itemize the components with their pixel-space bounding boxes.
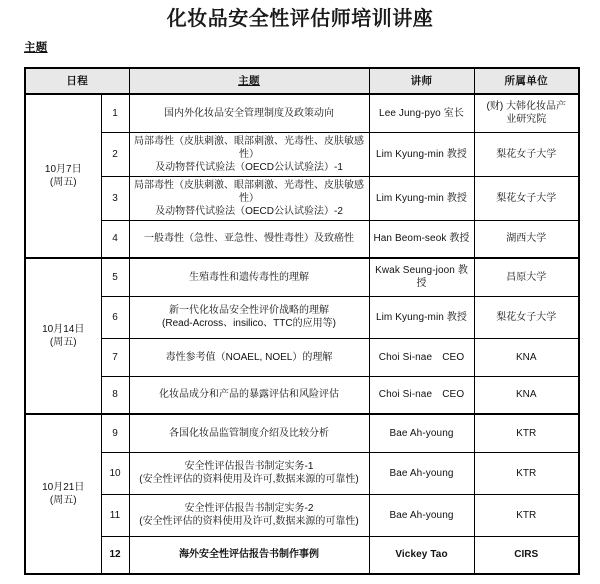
schedule-date-weekday: (周五) (49, 177, 77, 188)
topic-cell (129, 132, 369, 176)
table-row (25, 536, 579, 574)
organization-line-primary: KNA (515, 389, 537, 401)
organization-cell (474, 220, 579, 258)
table-row (25, 414, 579, 452)
lecturer-cell: Bae Ah-young (369, 414, 474, 452)
session-number-cell: 8 (101, 376, 129, 414)
organization-cell (474, 414, 579, 452)
topic-cell (129, 258, 369, 296)
table-row (25, 296, 579, 338)
topic-line-primary: 一般毒性（急性、亚急性、慢性毒性）及致癌性 (144, 233, 354, 245)
schedule-table (24, 67, 580, 575)
topic-cell (129, 94, 369, 132)
session-number-cell: 10 (101, 452, 129, 494)
session-number-cell: 1 (101, 94, 129, 132)
organization-cell (474, 452, 579, 494)
topic-line-primary: 国内外化妆品安全管理制度及政策动向 (164, 107, 334, 119)
table-body (25, 94, 579, 574)
column-header-topic: 主题 (129, 68, 369, 94)
organization-cell (474, 494, 579, 536)
topic-cell (129, 376, 369, 414)
topic-line-primary: 毒性参考值（NOAEL, NOEL）的理解 (165, 351, 333, 363)
organization-line-primary: KTR (516, 467, 537, 479)
table-row (25, 132, 579, 176)
table-header-row (25, 68, 579, 94)
table-row (25, 94, 579, 132)
schedule-date-day: 10月7日 (44, 164, 82, 175)
schedule-table-container (24, 67, 578, 575)
organization-cell (474, 94, 579, 132)
table-header (25, 68, 579, 94)
schedule-date-cell (25, 94, 101, 258)
session-number-cell: 7 (101, 338, 129, 376)
topic-line-primary: 局部毒性（皮肤刺激、眼部刺激、光毒性、皮肤敏感性） (134, 179, 364, 204)
column-header-organization: 所属单位 (474, 68, 579, 94)
topic-line-primary: 生殖毒性和遗传毒性的理解 (189, 271, 309, 283)
organization-line-primary: KTR (516, 509, 537, 521)
schedule-date-day: 10月14日 (42, 324, 85, 335)
organization-cell (474, 132, 579, 176)
organization-cell (474, 536, 579, 574)
topic-cell (129, 338, 369, 376)
topic-line-primary: 各国化妆品监管制度介绍及比较分析 (169, 427, 329, 439)
lecturer-cell: Han Beom-seok 教授 (369, 220, 474, 258)
topic-line-primary: 海外安全性评估报告书制作事例 (179, 549, 319, 561)
table-row (25, 220, 579, 258)
topic-line-secondary: 及动物替代试验法（OECD公认试验法）-2 (155, 205, 343, 217)
topic-cell (129, 296, 369, 338)
organization-line-primary: 昌原大学 (506, 271, 547, 283)
lecturer-cell: Choi Si-nae CEO (369, 338, 474, 376)
organization-cell (474, 258, 579, 296)
organization-cell (474, 176, 579, 220)
topic-cell (129, 536, 369, 574)
session-number-cell: 6 (101, 296, 129, 338)
lecturer-cell: Lim Kyung-min 教授 (369, 132, 474, 176)
table-row (25, 338, 579, 376)
topic-line-secondary: (安全性评估的资料使用及许可,数据来源的可靠性) (139, 474, 359, 485)
session-number-cell: 5 (101, 258, 129, 296)
organization-line-secondary: 业研究院 (506, 114, 547, 126)
topic-line-primary: 安全性评估报告书制定实务-1 (184, 461, 314, 472)
topic-cell (129, 452, 369, 494)
topic-line-secondary: (Read-Across、insilico、TTC的应用等) (162, 318, 336, 329)
table-row (25, 494, 579, 536)
topic-cell (129, 494, 369, 536)
topic-line-primary: 安全性评估报告书制定实务-2 (184, 503, 314, 514)
lecturer-cell: Vickey Tao (369, 536, 474, 574)
schedule-date-cell (25, 414, 101, 574)
schedule-date-day: 10月21日 (42, 482, 85, 493)
column-header-lecturer: 讲师 (369, 68, 474, 94)
lecturer-cell: Lim Kyung-min 教授 (369, 176, 474, 220)
session-number-cell: 9 (101, 414, 129, 452)
organization-line-primary: 梨花女子大学 (496, 311, 557, 323)
schedule-date-weekday: (周五) (49, 337, 77, 348)
session-number-cell: 12 (101, 536, 129, 574)
table-row (25, 452, 579, 494)
document-page (0, 6, 600, 584)
schedule-date-weekday: (周五) (49, 495, 77, 506)
session-number-cell: 4 (101, 220, 129, 258)
lecturer-cell: Kwak Seung-joon 教授 (369, 258, 474, 296)
topic-cell (129, 414, 369, 452)
organization-line-primary: 湖西大学 (506, 233, 547, 245)
session-number-cell: 2 (101, 132, 129, 176)
organization-line-primary: KTR (516, 427, 537, 439)
topic-cell (129, 220, 369, 258)
organization-line-primary: 梨花女子大学 (496, 148, 557, 160)
session-number-cell: 11 (101, 494, 129, 536)
session-number-cell: 3 (101, 176, 129, 220)
topic-line-primary: 局部毒性（皮肤刺激、眼部刺激、光毒性、皮肤敏感性） (134, 135, 364, 160)
organization-line-primary: CIRS (514, 549, 539, 561)
organization-cell (474, 296, 579, 338)
organization-cell (474, 376, 579, 414)
lecturer-cell: Bae Ah-young (369, 452, 474, 494)
topic-line-primary: 新一代化妆品安全性评价战略的理解 (169, 305, 329, 316)
topic-line-primary: 化妆品成分和产品的暴露评估和风险评估 (159, 389, 339, 401)
column-header-date: 日程 (25, 68, 129, 94)
organization-line-primary: KNA (515, 351, 537, 363)
section-label: 主题 (24, 42, 48, 54)
table-row (25, 376, 579, 414)
lecturer-cell: Lee Jung-pyo 室长 (369, 94, 474, 132)
topic-line-secondary: (安全性评估的资料使用及许可,数据来源的可靠性) (139, 516, 359, 527)
lecturer-cell: Choi Si-nae CEO (369, 376, 474, 414)
lecturer-cell: Bae Ah-young (369, 494, 474, 536)
table-row (25, 258, 579, 296)
table-row (25, 176, 579, 220)
schedule-date-cell (25, 258, 101, 414)
organization-cell (474, 338, 579, 376)
organization-line-primary: (财) 大韩化妆品产 (486, 101, 566, 113)
topic-cell (129, 176, 369, 220)
topic-line-secondary: 及动物替代试验法（OECD公认试验法）-1 (155, 161, 343, 173)
organization-line-primary: 梨花女子大学 (496, 192, 557, 204)
lecturer-cell: Lim Kyung-min 教授 (369, 296, 474, 338)
page-title: 化妆品安全性评估师培训讲座 (166, 8, 434, 30)
